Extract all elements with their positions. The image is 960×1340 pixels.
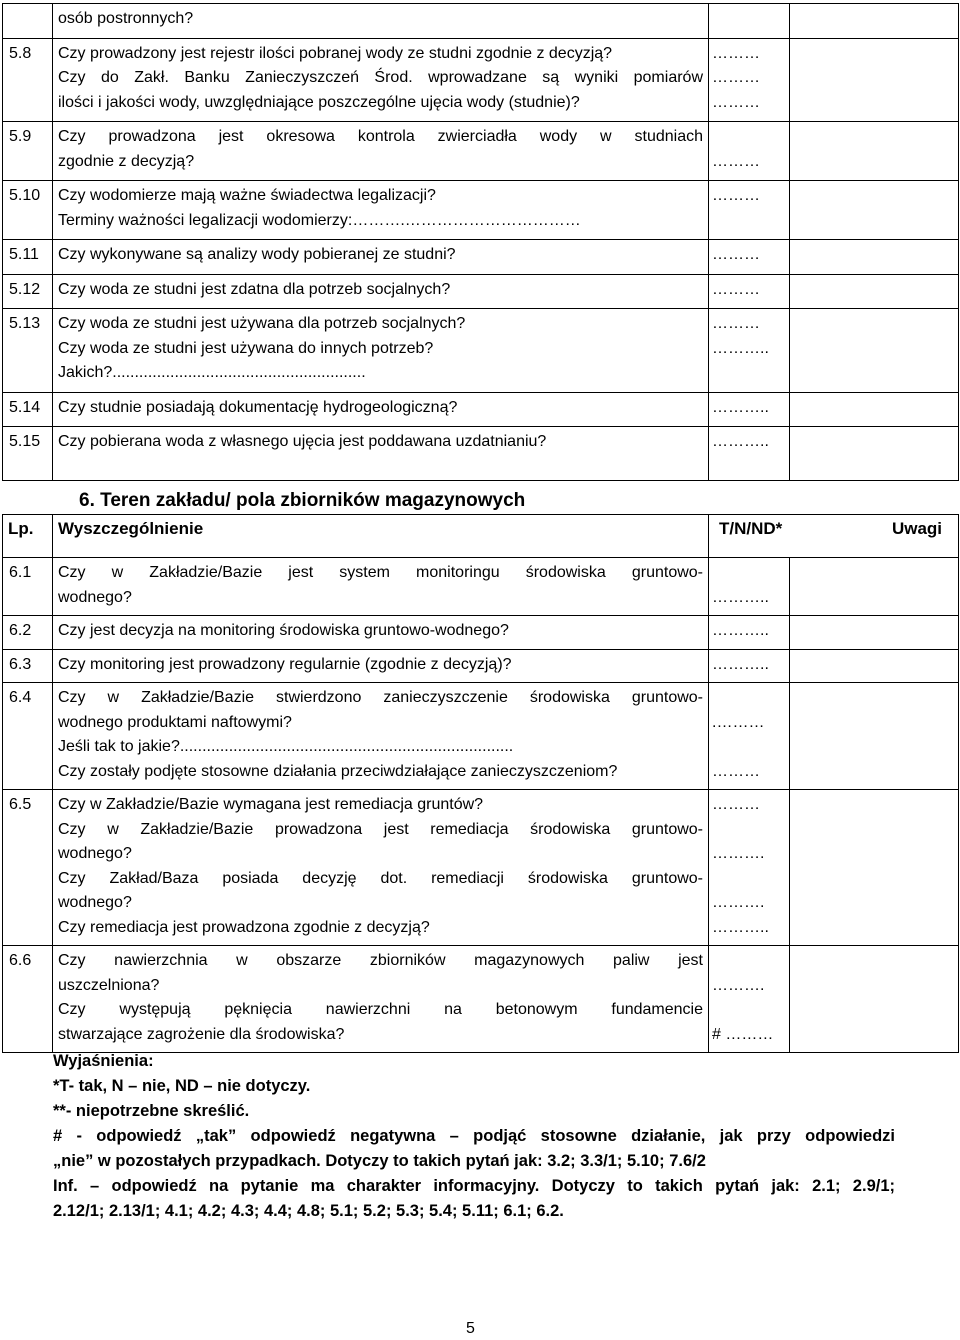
table-row bbox=[3, 683, 959, 790]
answer-placeholder: ……… bbox=[712, 187, 760, 204]
question-text bbox=[53, 946, 709, 1053]
answer-field[interactable] bbox=[709, 38, 790, 122]
question-line: Czy w Zakładzie/Bazie prowadzona jest remediacja środowiska gruntowo- bbox=[58, 820, 703, 838]
notes-field[interactable] bbox=[790, 274, 959, 309]
question-text bbox=[53, 4, 709, 39]
row-number: 5.14 bbox=[3, 392, 53, 427]
answer-placeholder: .……… bbox=[712, 713, 765, 731]
answer-placeholder: ……….. bbox=[712, 339, 769, 357]
answer-placeholder: ………. bbox=[712, 845, 765, 862]
answer-placeholder: ……….. bbox=[712, 433, 769, 450]
table-row bbox=[3, 240, 959, 275]
answer-placeholder: ……… bbox=[712, 152, 760, 170]
question-line: Czy wykonywane są analizy wody pobieranej ze studni? bbox=[58, 246, 456, 263]
row-number: 5.8 bbox=[3, 38, 53, 122]
question-line: Czy w Zakładzie/Bazie jest system monitoringu środowiska gruntowo- bbox=[58, 564, 703, 581]
notes-field[interactable] bbox=[790, 122, 959, 181]
question-text bbox=[53, 392, 709, 427]
question-line: Jeśli tak to jakie?........................................................................... bbox=[58, 738, 514, 755]
question-line: wodnego? bbox=[58, 588, 132, 606]
explanation-line: „nie” w pozostałych przypadkach. Dotyczy to takich pytań jak: 3.2; 3.3/1; 5.10; 7.6/2 bbox=[53, 1152, 706, 1170]
question-line: Czy studnie posiadają dokumentację hydrogeologiczną? bbox=[58, 398, 458, 416]
question-line: Czy występują pęknięcia nawierzchni na betonowym fundamencie bbox=[58, 1001, 703, 1018]
answer-placeholder bbox=[712, 998, 789, 1023]
notes-field[interactable] bbox=[790, 181, 959, 240]
question-text bbox=[53, 683, 709, 790]
notes-field[interactable] bbox=[790, 558, 959, 616]
answer-placeholder: ……… bbox=[712, 246, 760, 263]
answer-placeholder bbox=[712, 7, 789, 32]
table-row bbox=[3, 649, 959, 683]
question-line: Czy remediacja jest prowadzona zgodnie z decyzją? bbox=[58, 918, 430, 936]
answer-placeholder bbox=[712, 818, 789, 843]
table-row bbox=[3, 427, 959, 481]
question-line: zgodnie z decyzją? bbox=[58, 152, 195, 170]
question-line: Terminy ważności legalizacji wodomierzy:……….…………………………… bbox=[58, 211, 581, 229]
answer-placeholder bbox=[712, 686, 789, 711]
section-title: 6. Teren zakładu/ pola zbiorników magazynowych bbox=[79, 490, 526, 511]
answer-placeholder: ……… bbox=[712, 44, 760, 62]
explanation-line: Inf. – odpowiedź na pytanie ma charakter informacyjny. Dotyczy to takich pytań jak: 2.1; 2.9/1; bbox=[53, 1177, 895, 1195]
answer-placeholder: ………. bbox=[712, 976, 765, 994]
question-text bbox=[53, 427, 709, 481]
question-text bbox=[53, 274, 709, 309]
answer-placeholder: ……… bbox=[712, 69, 760, 86]
question-line: stwarzające zagrożenie dla środowiska? bbox=[58, 1025, 345, 1043]
question-line: Czy nawierzchnia w obszarze zbiorników magazynowych paliw jest bbox=[58, 952, 703, 969]
row-number: 6.2 bbox=[3, 616, 53, 650]
answer-field[interactable] bbox=[709, 683, 790, 790]
answer-placeholder: ……….. bbox=[712, 622, 769, 639]
row-number: 6.1 bbox=[3, 558, 53, 616]
table-row bbox=[3, 4, 959, 39]
question-line: Czy prowadzony jest rejestr ilości pobranej wody ze studni zgodnie z decyzją? bbox=[58, 44, 613, 62]
question-line: Czy woda ze studni jest używana dla potrzeb socjalnych? bbox=[58, 315, 466, 332]
table-row bbox=[3, 181, 959, 240]
question-line: Czy zostały podjęte stosowne działania przeciwdziałające zanieczyszczeniom? bbox=[58, 762, 618, 780]
water-intake-table bbox=[2, 3, 959, 481]
question-line: wodnego? bbox=[58, 894, 132, 911]
question-line: Czy jest decyzja na monitoring środowiska gruntowo-wodnego? bbox=[58, 622, 509, 639]
table-row bbox=[3, 122, 959, 181]
header-tnd bbox=[709, 515, 959, 558]
question-text bbox=[53, 558, 709, 616]
answer-field[interactable] bbox=[709, 427, 790, 481]
question-line: Czy woda ze studni jest zdatna dla potrzeb socjalnych? bbox=[58, 280, 451, 298]
answer-placeholder: ……….. bbox=[712, 398, 769, 416]
table-row bbox=[3, 558, 959, 616]
table-row bbox=[3, 38, 959, 122]
answer-placeholder: # ……… bbox=[712, 1025, 774, 1043]
question-line: Jakich?......................................................... bbox=[58, 364, 366, 381]
question-text bbox=[53, 790, 709, 946]
answer-placeholder bbox=[712, 209, 789, 234]
answer-field[interactable] bbox=[709, 558, 790, 616]
question-line: wodnego produktami naftowymi? bbox=[58, 713, 292, 731]
question-text bbox=[53, 122, 709, 181]
notes-field[interactable] bbox=[790, 683, 959, 790]
notes-field[interactable] bbox=[790, 946, 959, 1053]
question-text bbox=[53, 38, 709, 122]
table-row bbox=[3, 392, 959, 427]
row-number: 6.6 bbox=[3, 946, 53, 1053]
table-row bbox=[3, 309, 959, 393]
notes-field[interactable] bbox=[790, 309, 959, 393]
row-number: 5.12 bbox=[3, 274, 53, 309]
table-row bbox=[3, 274, 959, 309]
table-row bbox=[3, 946, 959, 1053]
question-line: Czy wodomierze mają ważne świadectwa legalizacji? bbox=[58, 187, 436, 204]
question-line: Czy pobierana woda z własnego ujęcia jest poddawana uzdatnianiu? bbox=[58, 433, 547, 450]
explanation-line: *T- tak, N – nie, ND – nie dotyczy. bbox=[53, 1077, 311, 1095]
explanation-line: **- niepotrzebne skreślić. bbox=[53, 1102, 250, 1120]
notes-field[interactable] bbox=[790, 616, 959, 650]
answer-field[interactable] bbox=[709, 309, 790, 393]
notes-field[interactable] bbox=[790, 649, 959, 683]
row-number bbox=[3, 4, 53, 39]
notes-field[interactable] bbox=[790, 427, 959, 481]
page-number: 5 bbox=[466, 1320, 475, 1337]
answer-placeholder: ………. bbox=[712, 894, 765, 911]
question-line: Czy w Zakładzie/Bazie wymagana jest remediacja gruntów? bbox=[58, 796, 484, 813]
question-text bbox=[53, 240, 709, 275]
row-number: 5.9 bbox=[3, 122, 53, 181]
question-line: Czy w Zakładzie/Bazie stwierdzono zanieczyszczenie środowiska gruntowo- bbox=[58, 689, 703, 706]
answer-field[interactable] bbox=[709, 649, 790, 683]
answer-placeholder bbox=[712, 867, 789, 892]
row-number: 6.5 bbox=[3, 790, 53, 946]
answer-placeholder: ……… bbox=[712, 280, 760, 298]
question-text bbox=[53, 181, 709, 240]
row-number: 5.10 bbox=[3, 181, 53, 240]
notes-field[interactable] bbox=[790, 790, 959, 946]
header-lp: Lp. bbox=[3, 515, 53, 558]
question-line: Czy do Zakł. Banku Zanieczyszczeń Środ. wprowadzane są wyniki pomiarów bbox=[58, 69, 703, 86]
notes-field[interactable] bbox=[790, 38, 959, 122]
answer-placeholder bbox=[712, 561, 789, 586]
answer-placeholder: ……… bbox=[712, 93, 760, 111]
answer-field[interactable] bbox=[709, 181, 790, 240]
answer-field[interactable] bbox=[709, 274, 790, 309]
question-line: Czy Zakład/Baza posiada decyzję dot. remediacji środowiska gruntowo- bbox=[58, 869, 703, 887]
table-row bbox=[3, 616, 959, 650]
notes-field[interactable] bbox=[790, 4, 959, 39]
question-line: Czy woda ze studni jest używana do innych potrzeb? bbox=[58, 339, 434, 357]
answer-field[interactable] bbox=[709, 616, 790, 650]
answer-placeholder bbox=[712, 735, 789, 760]
question-line: ilości i jakości wody, uwzględniające poszczególne ujęcia wody (studnie)? bbox=[58, 93, 580, 111]
answer-placeholder bbox=[712, 949, 789, 974]
question-text bbox=[53, 616, 709, 650]
explanation-line: 2.12/1; 2.13/1; 4.1; 4.2; 4.3; 4.4; 4.8; 5.1; 5.2; 5.3; 5.4; 5.11; 6.1; 6.2. bbox=[53, 1202, 564, 1220]
row-number: 5.11 bbox=[3, 240, 53, 275]
answer-placeholder: ……….. bbox=[712, 588, 769, 606]
header-row bbox=[3, 515, 959, 558]
answer-placeholder bbox=[712, 125, 789, 150]
answer-field[interactable] bbox=[709, 240, 790, 275]
row-number: 5.15 bbox=[3, 427, 53, 481]
question-text bbox=[53, 649, 709, 683]
answer-field[interactable] bbox=[709, 392, 790, 427]
answer-placeholder: ……….. bbox=[712, 655, 769, 673]
header-notes: Uwagi bbox=[891, 519, 942, 538]
header-tnd-label: T/N/ND* bbox=[719, 519, 783, 538]
explanations bbox=[53, 1049, 895, 1224]
answer-placeholder: ……….. bbox=[712, 918, 769, 936]
question-line: uszczelniona? bbox=[58, 976, 160, 994]
answer-field[interactable] bbox=[709, 4, 790, 39]
header-item: Wyszczególnienie bbox=[53, 515, 709, 558]
question-line: Czy prowadzona jest okresowa kontrola zwierciadła wody w studniach bbox=[58, 128, 703, 145]
row-number: 6.4 bbox=[3, 683, 53, 790]
answer-placeholder: ……… bbox=[712, 315, 760, 332]
answer-placeholder: ……… bbox=[712, 762, 760, 780]
question-text bbox=[53, 309, 709, 393]
row-number: 5.13 bbox=[3, 309, 53, 393]
explanation-line: # - odpowiedź „tak” odpowiedź negatywna – podjąć stosowne działanie, jak przy odpowiedzi bbox=[53, 1127, 895, 1145]
explanations-title: Wyjaśnienia: bbox=[53, 1052, 154, 1070]
answer-field[interactable] bbox=[709, 122, 790, 181]
question-line: osób postronnych? bbox=[58, 10, 194, 27]
notes-field[interactable] bbox=[790, 392, 959, 427]
answer-placeholder: ……… bbox=[712, 796, 760, 813]
answer-field[interactable] bbox=[709, 946, 790, 1053]
answer-field[interactable] bbox=[709, 790, 790, 946]
site-storage-table bbox=[2, 514, 959, 1053]
question-line: wodnego? bbox=[58, 845, 132, 862]
row-number: 6.3 bbox=[3, 649, 53, 683]
table-row bbox=[3, 790, 959, 946]
question-line: Czy monitoring jest prowadzony regularnie (zgodnie z decyzją)? bbox=[58, 655, 512, 673]
notes-field[interactable] bbox=[790, 240, 959, 275]
